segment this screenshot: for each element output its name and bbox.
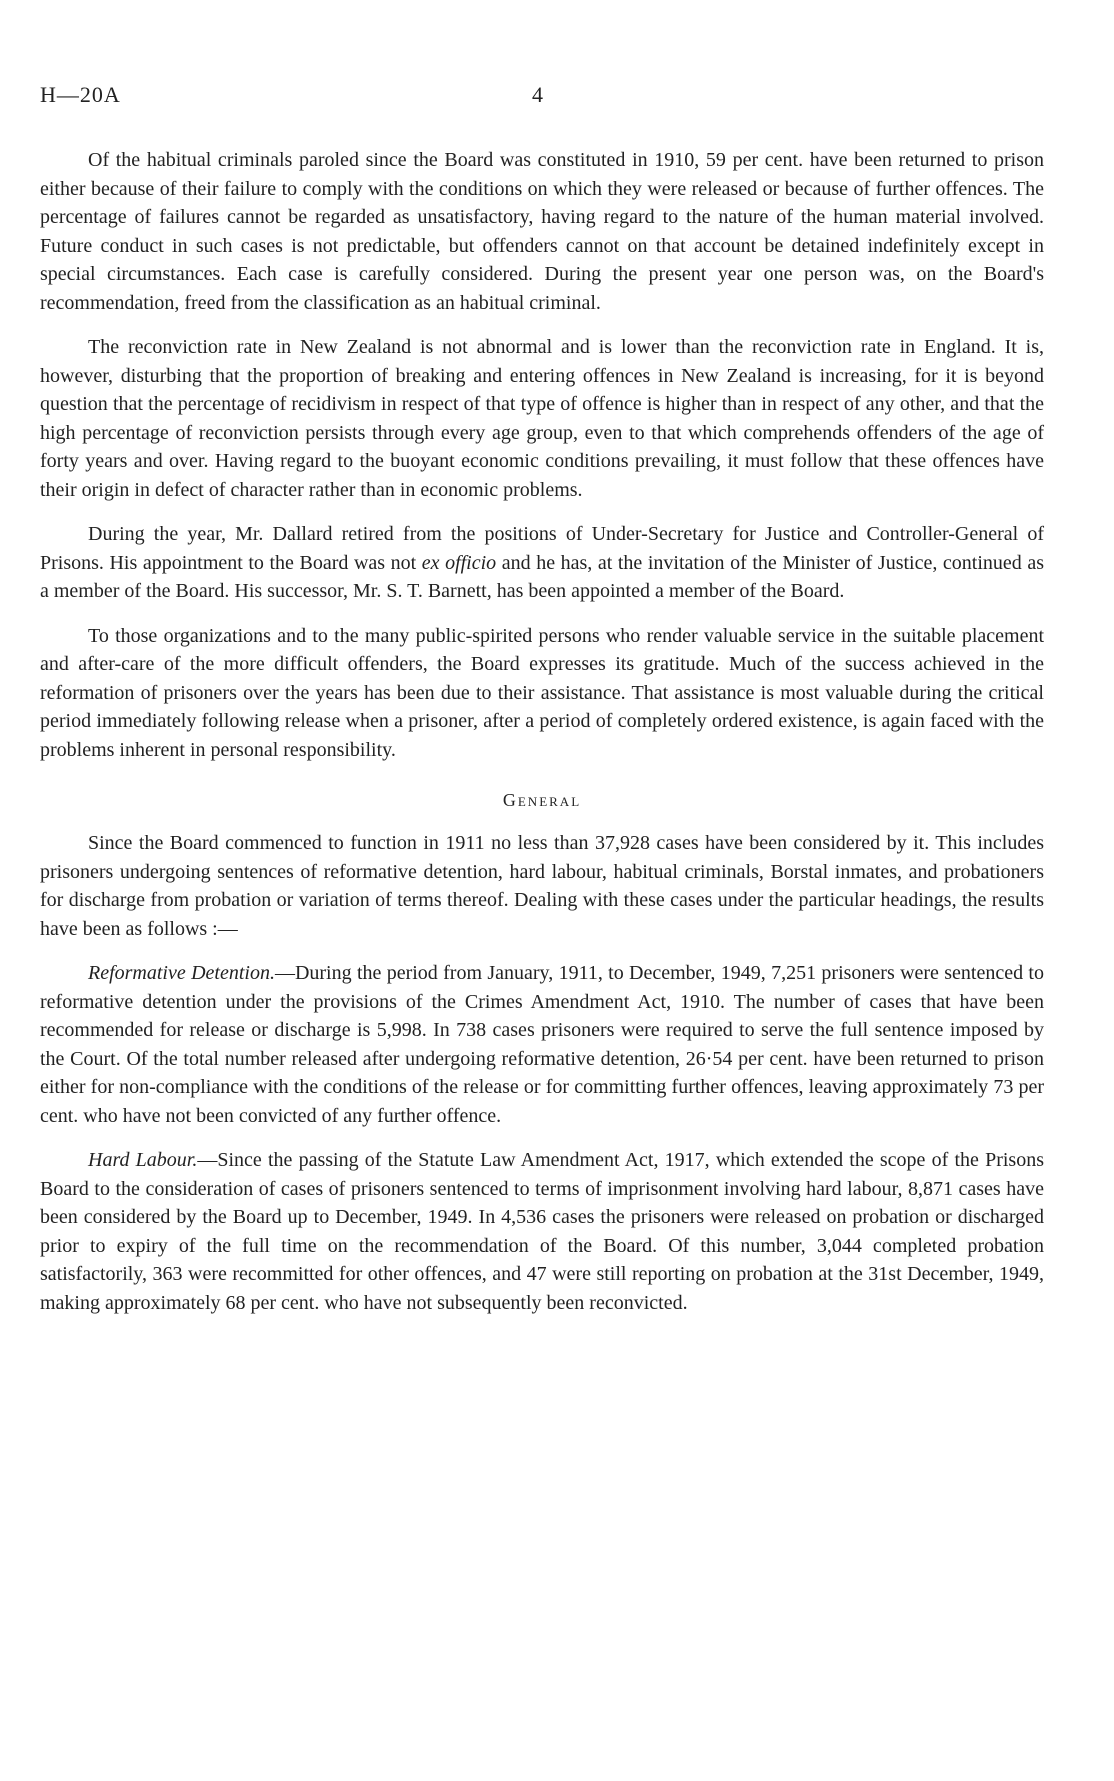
body-text — [40, 146, 1044, 1333]
paragraph-hard-labour — [40, 1146, 1044, 1317]
paragraph-gratitude: To those organizations and to the many public-spirited persons who render valuable service in the suitable placement and after-care of the more difficult offenders, the Board expresses its gratitude. Much of the success achieved in the reformation of prisoners over the years has been due to their assistance. That assistance is most valuable during the critical period immediately following release when a prisoner, after a period of completely ordered existence, is again faced with the problems inherent in personal responsibility. — [40, 624, 1044, 761]
page-number: 4 — [532, 82, 543, 107]
section-heading-general: General — [502, 790, 582, 810]
reformative-detention-title: Reformative Detention. — [88, 962, 275, 984]
paragraph-reconviction-rate: The reconviction rate in New Zealand is not abnormal and is lower than the reconviction rate in England. It is, however, disturbing that the proportion of breaking and entering offences in New Zealand is increasing, for it is beyond question that the percentage of recidivism in respect of that type of offence is higher than in respect of any other, and that the high percentage of reconviction persists through every age group, even to that which comprehends offenders of the age of forty years and over. Having regard to the buoyant economic conditions prevailing, it must follow that these offences have their origin in defect of character rather than in economic problems. — [40, 336, 1044, 501]
paragraph-retirement-part2: and he has, at the invitation of the Minister of Justice, continued as a member of the Board. His successor, Mr. S. T. Barnett, has been appointed a member of the Board. — [40, 551, 1045, 602]
paragraph-retirement-part1: During the year, Mr. Dallard retired from the positions of Under-Secretary for Justice and Controller-General of Prisons. His appointment to the Board was not — [40, 523, 1044, 574]
hard-labour-title: Hard Labour. — [88, 1149, 198, 1171]
paragraph-retirement — [40, 520, 1044, 606]
paragraph-general-summary: Since the Board commenced to function in 1911 no less than 37,928 cases have been considered by it. This includes prisoners undergoing sentences of reformative detention, hard labour, habitual criminals, Borstal inmates, and probationers for discharge from probation or variation of terms thereof. Dealing with these cases under the particular headings, the results have been as follows :— — [40, 832, 1044, 940]
reformative-detention-body: —During the period from January, 1911, to December, 1949, 7,251 prisoners were sentenced to reformative detention under the provisions of the Crimes Amendment Act, 1910. The number of cases that have been recommended for release or discharge is 5,998. In 738 cases prisoners were required to serve the full sentence imposed by the Court. Of the total number released after undergoing reformative detention, 26·54 per cent. have been returned to prison either for non-compliance with the conditions of the release or for committing further offences, leaving approximately 73 per cent. who have not been convicted of any further offence. — [40, 962, 1044, 1127]
paragraph-retirement-emphasis: ex officio — [421, 551, 497, 574]
paragraph-habitual-criminals: Of the habitual criminals paroled since the Board was constituted in 1910, 59 per cent. have been returned to prison either because of their failure to comply with the conditions on which they were released or because of further offences. The percentage of failures cannot be regarded as unsatisfactory, having regard to the nature of the human material involved. Future conduct in such cases is not predictable, but offenders cannot on that account be detained indefinitely except in special circumstances. Each case is carefully considered. During the present year one person was, on the Board's recommendation, freed from the classification as an habitual criminal. — [40, 149, 1044, 314]
page-header — [40, 82, 1040, 112]
hard-labour-body: —Since the passing of the Statute Law Amendment Act, 1917, which extended the scope of the Prisons Board to the consideration of cases of prisoners sentenced to terms of imprisonment involving hard labour, 8,871 cases have been considered by the Board up to December, 1949. In 4,536 cases the prisoners were released on probation or discharged prior to expiry of the full time on the recommendation of the Board. Of this number, 3,044 completed probation satisfactorily, 363 were recommitted for other offences, and 47 were still reporting on probation at the 31st December, 1949, making approximately 68 per cent. who have not subsequently been reconvicted. — [40, 1149, 1044, 1314]
document-reference: H—20A — [40, 82, 121, 107]
paragraph-reformative-detention — [40, 959, 1044, 1130]
